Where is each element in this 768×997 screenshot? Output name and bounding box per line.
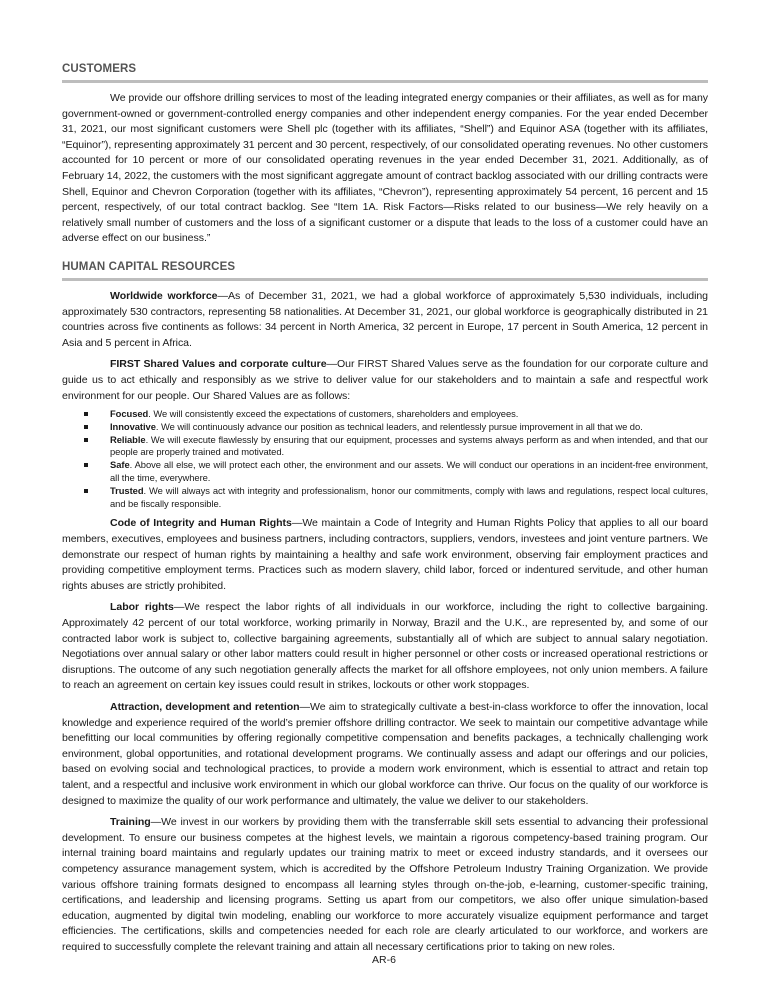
attraction-lead: Attraction, development and retention [110,701,300,713]
value-text: . Above all else, we will protect each other, the environment and our assets. We will conduct our operations in an incident-free environment, all the time, everywhere. [110,459,708,484]
training-paragraph [62,815,708,955]
shared-values-lead: FIRST Shared Values and corporate culture [110,358,327,371]
shared-values-paragraph [62,357,708,404]
attraction-text: —We aim to strategically cultivate a best-in-class workforce to offer the innovation, local knowledge and experience required of the world’s premier offshore drilling contractor. We seek to maintain our competitive advantage while benefitting our local communities by offering regionally competitive compensation and benefits packages, a technically challenging work environment, global opportunities, and rotational development programs. We continually assess and adapt our offerings and our policies, based on evolving social and technological practices, to provide a modern work environment, which is essential to attract and retain top talent, and a respectful and inclusive work environment in which our global workforce can thrive. Our focus on the quality of our workforce is designed to maximize the quality of our work performance and ultimately, the value we deliver to our stakeholders. [62,701,708,807]
worldwide-workforce-paragraph [62,289,708,351]
value-term: Safe [110,459,130,471]
worldwide-workforce-text: —As of December 31, 2021, we had a global workforce of approximately 5,530 individuals, including approximately 530 contractors, representing 58 nationalities. At December 31, 2021, our global workforce is geographically distributed in 21 countries across five continents as follows: 34 percent in North America, 32 percent in Europe, 17 percent in South America, 12 percent in Asia and 5 percent in Africa. [62,289,708,349]
bullet-icon [84,489,88,493]
labor-rights-lead: Labor rights [110,601,174,614]
bullet-icon [84,463,88,467]
page-number: AR-6 [372,954,396,966]
training-text: —We invest in our workers by providing them with the transferrable skill sets essential to advancing their professional development. To ensure our business competes at the highest levels, we maintain a rigorous competency-based training program. Our internal training board maintains and regularly updates our training matrix to meet or exceed industry standards, and it oversees our competency assurance management system, which is accredited by the Offshore Petroleum Industry Training Organization. We provide various offshore training formats designed to encompass all learning styles through on-the-job, e-learning, customer-specific training, certifications, and leadership and licensing programs. Setting us apart from our competitors, we also offer unique simulation-based education, augmented by digital twin modeling, enabling our workforce to more accurately visualize equipment performance and target efficiencies. The certifications, skills and competencies needed for each role are clearly articulated to our workforce, and workers are required to successfully complete the relevant training and attain all necessary certifications prior to taking on new roles. [62,816,708,953]
value-term: Trusted [110,484,144,496]
value-text: . We will execute flawlessly by ensuring that our equipment, processes and systems always perform as and when intended, and that our people are properly trained and motivated. [110,433,708,458]
customers-paragraph: We provide our offshore drilling services to most of the leading integrated energy companies or their affiliates, as well as for many government-owned or government-controlled energy companies and other independent energy companies. For the year ended December 31, 2021, our most significant customers were Shell plc (together with its affiliates, “Shell”) and Equinor ASA (together with its affiliates, “Equinor”), representing approximately 31 percent and 30 percent, respectively, of our consolidated operating revenues. No other customers accounted for 10 percent or more of our consolidated operating revenues in the year ended December 31, 2021. Additionally, as of February 14, 2022, the customers with the most significant aggregate amount of contract backlog associated with our drilling contracts were Shell, Equinor and Chevron Corporation (together with its affiliates, “Chevron”), representing approximately 54 percent, 16 percent and 15 percent, respectively, of our total contract backlog. See “Item 1A. Risk Factors—Risks related to our business—We rely heavily on a relatively small number of customers and the loss of a significant customer or a dispute that leads to the loss of a customer could have an adverse effect on our business.” [62,92,708,245]
bullet-icon [84,412,88,416]
shared-values-list [62,408,708,510]
bullet-icon [84,425,88,429]
section-heading-customers: CUSTOMERS [62,62,708,83]
attraction-paragraph [62,700,708,809]
training-lead: Training [110,816,151,829]
value-term: Innovative [110,420,156,432]
list-item-innovative [62,421,708,434]
code-of-integrity-lead: Code of Integrity and Human Rights [110,517,292,530]
labor-rights-text: —We respect the labor rights of all individuals in our workforce, including the right to collective bargaining. Approximately 42 percent of our total workforce, working primarily in Norway, Brazil and the U.K., are represented by, and some of our contracted labor work is subject to, collective bargaining agreements, substantially all of which are subject to annual salary negotiation. Negotiations over annual salary or other labor matters could result in higher personnel or other costs or increased operational restrictions or disruptions. The outcome of any such negotiation generally affects the market for all offshore employees, not only union members. A failure to reach an agreement on certain key issues could result in strikes, lockouts or other work stoppages. [62,601,708,692]
labor-rights-paragraph [62,600,708,694]
value-term: Focused [110,408,149,420]
worldwide-workforce-lead: Worldwide workforce [110,289,218,302]
code-of-integrity-text: —We maintain a Code of Integrity and Human Rights Policy that applies to all our board members, executives, employees and business partners, including contractors, suppliers, vendors, investees and joint venture partners. We demonstrate our respect of human rights by maintaining a healthy and safe work environment, observing fair employment practices and providing competitive employment terms. Practices such as modern slavery, child labor, forced or indentured servitude, and other human rights abuses are strictly prohibited. [62,517,709,592]
list-item-focused [62,408,708,421]
code-of-integrity-paragraph [62,516,708,594]
bullet-icon [84,438,88,442]
list-item-safe [62,459,708,485]
section-heading-human-capital: HUMAN CAPITAL RESOURCES [62,260,708,281]
value-text: . We will consistently exceed the expectations of customers, shareholders and employees. [148,408,519,420]
document-page [62,62,708,956]
list-item-reliable [62,434,708,460]
value-text: . We will continuously advance our position as technical leaders, and relentlessly pursue improvement in all that we do. [155,420,643,432]
shared-values-text: —Our FIRST Shared Values serve as the foundation for our corporate culture and guide us to act ethically and responsibly as we strive to deliver value for our stakeholders and to maintain a safe and respectful work environment for our people. Our Shared Values are as follows: [62,358,709,402]
list-item-trusted [62,485,708,511]
value-text: . We will always act with integrity and professionalism, honor our commitments, comply with laws and regulations, respect local cultures, and be fiscally responsible. [110,484,708,509]
value-term: Reliable [110,433,146,445]
